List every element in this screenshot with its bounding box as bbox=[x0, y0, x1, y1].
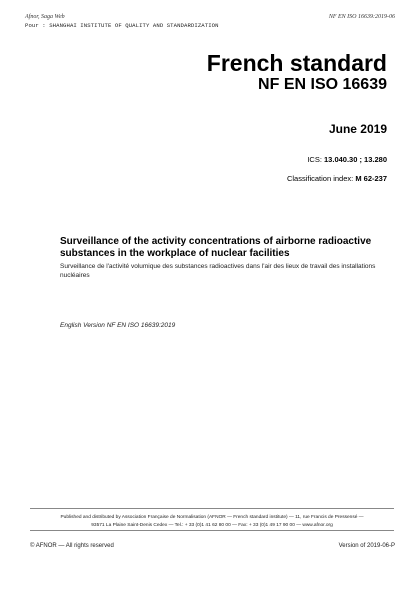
english-version-note: English Version NF EN ISO 16639:2019 bbox=[60, 322, 176, 329]
header-licensee: Pour : SHANGHAI INSTITUTE OF QUALITY AND STANDARDIZATION bbox=[25, 22, 219, 29]
classification-label: Classification index: bbox=[286, 174, 356, 183]
footer-divider-bottom bbox=[30, 530, 394, 531]
document-title-english: Surveillance of the activity concentrations of airborne radioactive substances in the workplace of nuclear facilities bbox=[60, 236, 372, 259]
footer-divider-top bbox=[30, 508, 394, 509]
version-label: Version of 2019-06-P bbox=[338, 543, 395, 549]
ics-line bbox=[307, 155, 387, 164]
standard-reference: NF EN ISO 16639 bbox=[258, 76, 387, 93]
ics-value: 13.040.30 ; 13.280 bbox=[324, 155, 387, 164]
publisher-info bbox=[40, 514, 384, 529]
publisher-line-1: Published and distributed by Association Française de Normalisation (AFNOR — French standard institute) — 11, rue Francis de Pressensé — bbox=[60, 515, 364, 520]
standard-title: French standard bbox=[206, 50, 387, 76]
header-source: Afnor, Saga Web bbox=[25, 14, 65, 20]
ics-label: ICS: bbox=[307, 155, 325, 164]
publisher-line-2: 93571 La Plaine Saint-Denis Cedex — Tel.: + 33 (0)1 41 62 80 00 — Fax: + 33 (0)1 49 17 90 00 — www.afnor.org bbox=[91, 522, 333, 528]
document-title-french: Surveillance de l'activité volumique des substances radioactives dans l'air des lieux de travail des installations nucléaires bbox=[60, 263, 376, 279]
publication-date: June 2019 bbox=[328, 122, 387, 136]
classification-value: M 62-237 bbox=[355, 174, 387, 183]
classification-line bbox=[287, 174, 387, 183]
header-document-id: NF EN ISO 16639:2019-06 bbox=[328, 14, 395, 20]
copyright-notice: © AFNOR — All rights reserved bbox=[30, 543, 114, 549]
